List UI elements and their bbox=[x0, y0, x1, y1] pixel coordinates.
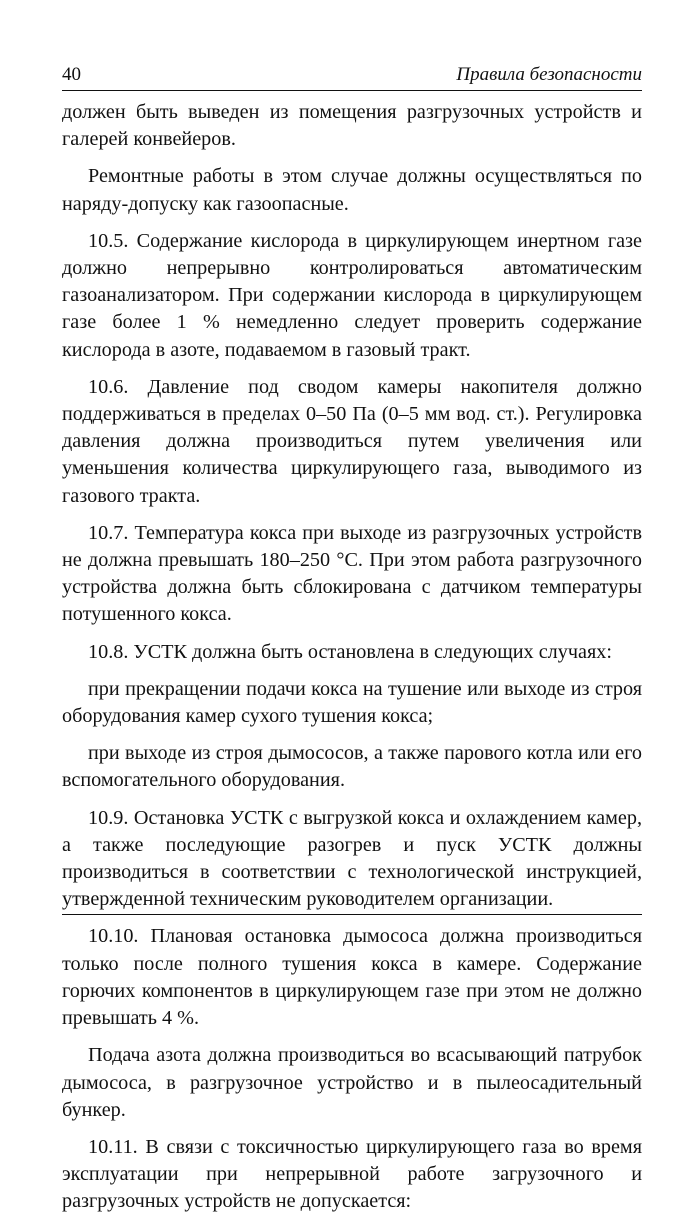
running-title: Правила безопасности bbox=[456, 64, 642, 85]
page-number: 40 bbox=[62, 64, 81, 85]
page-header bbox=[62, 64, 642, 91]
paragraph: при прекращении подачи кокса на тушение или выходе из строя оборудования камер сухого тушения кокса; bbox=[62, 677, 642, 728]
paragraph: 10.11. В связи с токсичностью циркулирующего газа во время эксплуатации при непрерывной работе загрузочного и разгрузочных устройств не допускается: bbox=[62, 1135, 642, 1213]
paragraph: Ремонтные работы в этом случае должны осуществляться по наряду-допуску как газоопасные. bbox=[62, 165, 642, 215]
body-text bbox=[62, 99, 642, 1216]
paragraph: 10.8. УСТК должна быть остановлена в следующих случаях: bbox=[88, 640, 612, 663]
paragraph: 10.10. Плановая остановка дымососа должна производиться только после полного тушения кокса в камере. Содержание горючих компонентов в циркулирующем газе при этом не должно превышать 4 %. bbox=[62, 925, 642, 1030]
paragraph: при выходе из строя дымососов, а также парового котла или его вспомогательного оборудования. bbox=[62, 742, 642, 792]
footer-rule bbox=[62, 914, 642, 915]
paragraph: 10.9. Остановка УСТК с выгрузкой кокса и охлаждением камер, а также последующие разогрев и пуск УСТК должны производиться в соответствии с технологической инструкцией, утвержденной техническим руководителем организации. bbox=[62, 806, 642, 911]
paragraph: должен быть выведен из помещения разгрузочных устройств и галерей конвейеров. bbox=[62, 101, 642, 151]
paragraph: 10.7. Температура кокса при выходе из разгрузочных устройств не должна превышать 180–250 °С. При этом работа разгрузочного устройства должна быть сблокирована с датчиком температуры потушенного кокса. bbox=[62, 521, 642, 626]
document-page bbox=[62, 64, 642, 1226]
paragraph: Подача азота должна производиться во всасывающий патрубок дымососа, в разгрузочное устройство и в пылеосадительный бункер. bbox=[62, 1044, 642, 1121]
paragraph: 10.6. Давление под сводом камеры накопителя должно поддерживаться в пределах 0–50 Па (0–5 мм вод. ст.). Регулировка давления должна производиться путем увеличения или уменьшения количества циркулирующего газа, выводимого из газового тракта. bbox=[62, 375, 642, 507]
paragraph: 10.5. Содержание кислорода в циркулирующем инертном газе должно непрерывно контролироваться автоматическим газоанализатором. При содержании кислорода в циркулирующем газе более 1 % немедленно следует проверить содержание кислорода в азоте, подаваемом в газовый тракт. bbox=[62, 229, 642, 361]
